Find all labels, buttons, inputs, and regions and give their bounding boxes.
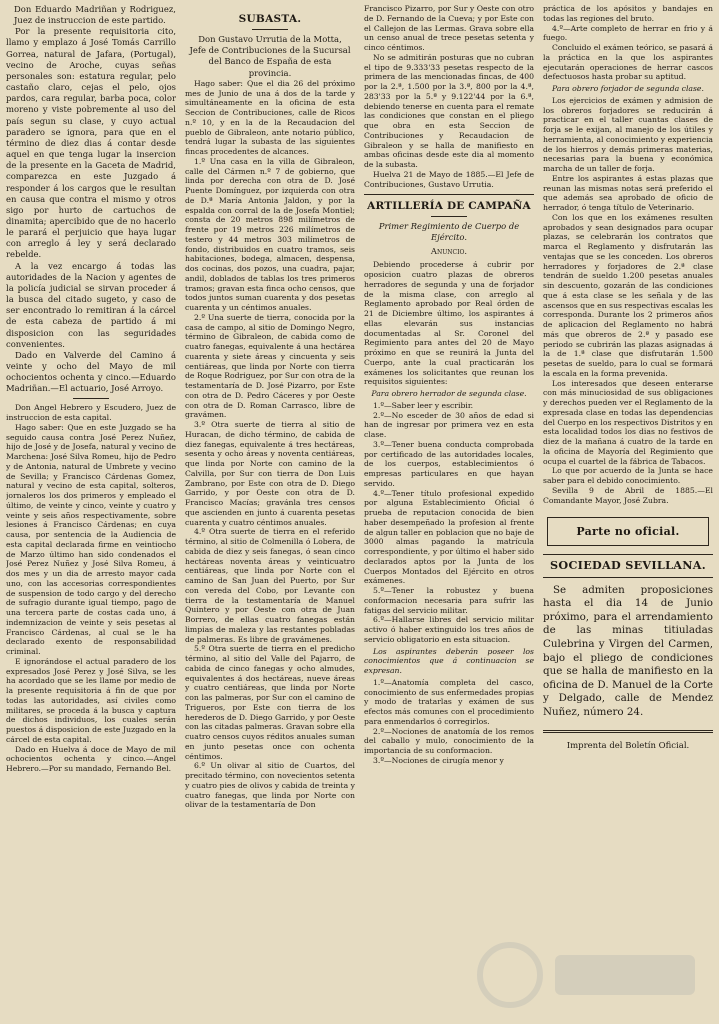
acuerdo-junta: Lo que por acuerdo de la Junta se hace saber para el debido conocimiento.	[543, 466, 713, 485]
requisito-2: 2.º—No esceder de 30 años de edad si han de ingresar por primera vez en esta clase.	[364, 410, 534, 440]
parte-no-oficial-heading: Parte no oficial.	[547, 517, 709, 546]
artilleria-heading: ARTILLERÍA DE CAMPAÑA	[367, 200, 531, 213]
conocimiento-4: 4.º—Arte completo de herrar en frio y á fuego.	[543, 23, 713, 43]
conocimientos-subheading: Los aspirantes deberán poseer los conocimientos que á continuacion se expresan.	[364, 646, 534, 676]
edict-1-heading: Don Eduardo Madriñan y Rodriguez, Juez de instruccion de este partido.	[14, 4, 176, 26]
finca-2: 2.º Una suerte de tierra, conocida por la casa de campo, al sitio de Domingo Negro, término de Gibraleon, de cabida como de cuatro fanegas, equivalente á una hectárea cuarenta y siete áreas y cincuenta y seis centiáreas, que linda por Norte con tierra de Roque Rodriguez, por Sur con otra de la testamentaría de D. José Pizarro, por Este con otra de D. Pedro Cáceres y por Oeste con otra de D. Roman Carrasco, libre de gravámen.	[185, 312, 355, 420]
edict-1-body-2: A la vez encargo á todas las autoridades de la Nacion y agentes de la policía judicial se sirvan proceder á la busca del citado sugeto, y caso de ser encontrado lo remitiran á la cárcel de esta cabeza de partido á mi disposicion con las seguridades convenientes.	[6, 260, 176, 349]
edict-1-body: Por la presente requisitoria cito, llamo y emplazo á José Tomás Carrillo Gorrea, natural de Jafara, (Portugal), vecino de Aroche, cuyas señas personales son: estatura regular, pelo castaño claro, cejas el pelo, ojos pardos, cara regular, barba poca, color moreno y viste pobremente al uso del país segun su clase, y cuyo actual paradero se ignora, para que en el término de diez dias á contar desde aquel en que tenga lugar la insercion de la presente en la Gaceta de Madrid, comparezca en este Juzgado á responder á los cargos que le resultan en causa que contra el mismo y otros sigo por hurto de cartuchos de dinamita; apercibido que de no hacerlo le parará el perjuicio que haya lugar con arreglo á ley y será declarado rebelde.	[6, 26, 176, 260]
artilleria-signature: Sevilla 9 de Abril de 1885.—El Comandante Mayor, José Zubra.	[543, 485, 713, 505]
column-4	[543, 4, 713, 1024]
subasta-signature: Huelva 21 de Mayo de 1885.—El Jefe de Contribuciones, Gustavo Urrutia.	[364, 169, 534, 189]
finca-6: 6.º Un olivar al sitio de Cuartos, del precitado término, con novecientos setenta y cuatro pies de olivos y cabida de treinta y cuatro fanegas, que linda por Norte con olivar de la testamentaría de Don	[185, 761, 355, 810]
divider	[543, 730, 713, 733]
edict-2-body-2: E ignorándose el actual paradero de los expresados José Perez y José Silva, se les ha acordado que se les llame por medio de la presente requisitoria á fin de que por todas las autoridades, así civiles como militares, se proceda á la busca y captura de dichos individuos, los cuales serán puestos á disposicion de este Juzgado en la cárcel de esta capital.	[6, 656, 176, 744]
finca-4: 4.º Otra suerte de tierra en el referido término, al sitio de Colmenilla ó Lobera, de cabida de diez y seis fanegas, ó sean cinco hectáreas noventa áreas y veinticuatro centiáreas, que linda por Norte con el camino de San Juan del Puerto, por Sur con vereda del Cobo, por Levante con tierra de la testamentaría de Manuel Quintero y por Oeste con otra de Juan Borrero, de ellas cuatro fanegas están limpias de maleza y las restantes pobladas de palmeras. Es libre de gravámenes.	[185, 527, 355, 644]
forjador-subheading: Para obrero forjador de segunda clase.	[552, 84, 704, 93]
finca-6-cont: Francisco Pizarro, por Sur y Oeste con otro de D. Fernando de la Cueva; y por Este con el Callejon de las Lermas. Grava sobre ella un censo anual de trece pesetas setenta y cinco céntimos.	[364, 4, 534, 52]
edict-2-signature: Dado en Huelva á doce de Mayo de mil ochocientos ochenta y cinco.—Angel Hebrero.—Por su mandado, Fernando Bel.	[6, 744, 176, 774]
subasta-official: Don Gustavo Urrutia de la Motta, Jefe de Contribuciones de la Sucursal del Banco de España de esta provincia.	[189, 34, 351, 78]
contratos: Con los que en los exámenes resulten aprobados y sean designados para ocupar plazas, se celebrarán los contratos que marca el Reglamento y disfrutarán las ventajas que se les conceden. Los obreros herradores y forjadores de 2.ª clase tendrán de sueldo 1.200 pesetas anuales sin descuento, gozarán de las condiciones que á esta clase se les señala y de las ascensos que en sus respectivas escalas les corresponda. Durante los 2 primeros años de aplicacion del Reglamento no habrá más que obreros de 2.ª y pasado ese periodo se cubrirán las plazas asignadas á la de 1.ª clase que disfrutarán 1.500 pesetas de sueldo, para lo cual se formará la escala en la forma prevenida.	[543, 212, 713, 378]
edict-2-heading: Don Angel Hebrero y Escudero, Juez de instruccion de esta capital.	[6, 403, 176, 423]
divider	[431, 216, 467, 217]
imprenta-footer: Imprenta del Boletín Oficial.	[566, 740, 690, 751]
herrador-subheading: Para obrero herrador de segunda clase.	[371, 389, 527, 399]
sociedad-sevillana-heading: SOCIEDAD SEVILLANA.	[543, 554, 713, 577]
conocimiento-2: 2.º—Nociones de anatomía de los remos del caballo y mulo, conocimiento de la importancia de su conformacion.	[364, 726, 534, 756]
subasta-heading: SUBASTA.	[238, 13, 302, 25]
column-3	[364, 4, 534, 1024]
reglamento-info: Los interesados que deseen enterarse con más minuciosidad de sus obligaciones y derechos pueden ver el Reglamento de la expresada clase en todas las dependencias del Cuerpo en los respectivos Distritos y en esta localidad todos los dias no festivos de diez de la mañana á cuatro de la tarde en la oficina de Mayoría del Regimiento que ocupa el cuartel de la fábrica de Tabacos.	[543, 378, 713, 466]
examen-practico: Concluido el exámen teórico, se pasará á la práctica en la que los aspirantes ejecutarán operaciones de herrar cascos defectuosos hasta probar su aptitud.	[543, 43, 713, 82]
forjador-examen: Los ejercicios de exámen y admision de los obreros forjadores se reducirán á practicar en el taller cuantas clases de forja se le exijan, al manejo de los útiles y herramienta, al conocimiento y experiencia de los hierros y demás primeras materias, necesarias para la buena y económica marcha de un taller de forja.	[543, 95, 713, 173]
conocimiento-1: 1.º—Anatomía completa del casco, conocimiento de sus enfermedades propias y modo de tratarlas y exámen de sus efectos más comunes con el procedimiento para enmendarlos ó corregirlos.	[364, 677, 534, 726]
subasta-conditions: No se admitirán posturas que no cubran el tipo de 9.333'33 pesetas respecto de la primera de las mencionadas fincas, de 400 por la 2.ª, 1.500 por la 3.ª, 800 por la 4.ª, 283'33 por la 5.ª y 9.122'44 por la 6.ª, debiendo tenerse en cuenta para el remate las condiciones que constan en el pliego que obra en esta Seccion de Contribuciones y Recaudacion de Gibraleon y se halla de manifiesto en ambas oficinas desde este dia al momento de la subasta.	[364, 52, 534, 169]
conocimiento-3: 3.º—Nociones de cirugía menor y	[373, 755, 504, 765]
column-2	[185, 4, 355, 1024]
finca-5: 5.º Otra suerte de tierra en el predicho término, al sitio del Valle del Pajarro, de cabida de cinco fanegas y ocho almudes, equivalentes á dos hectáreas, nueve áreas y cuatro centiáreas, que linda por Norte con las palmeras, por Sur con el camino de Trigueros, por Este con tierra de los herederos de D. Diego Garrido, y por Oeste con las citadas palmeras. Gravan sobre ella cuatro censos cuyos réditos anuales suman en junto pesetas once con ochenta céntimos.	[185, 644, 355, 761]
divider	[252, 29, 288, 30]
edict-2-body: Hago saber: Que en este Juzgado se ha seguido causa contra José Perez Nuñez, hijo de José y de Josefa, natural y vecino de Marchena: José Silva Romeu, hijo de Pedro y de Antonia, natural de Umbrete y vecino de Sevilla; y Francisco Cárdenas Gomez, natural y vecino de esta capital, solteros, jornaleros los dos primeros y empleado el último, de veinte y cinco, veinte y cuatro y veinte y seis años respectivamente, sobre lesiones á Francisco Cárdenas; en cuya causa, por sentencia de la Audiencia de esta capital declarada firme en veintiocho de Marzo último han sido condenados el José Perez Nuñez y José Silva Romeu, á dos mes y un dia de arresto mayor cada uno, con las accesorias correspondientes de suspension de todo cargo y del derecho de sufragio durante igual tiempo, pago de una tercera parte de costas cada uno, á indemnizacion de veinte y seis pesetas al Francisco Cárdenas, al cual se le ha declarado exento de responsabilidad criminal.	[6, 422, 176, 657]
edict-1-signature: Dado en Valverde del Camino á veinte y ocho del Mayo de mil ochocientos ochenta y cinco.—Eduardo Madriñan.—El actuario, José Arroyo.	[6, 349, 176, 394]
subasta-intro: Hago saber: Que el dia 26 del próximo mes de Junio de una á dos de la tarde y simultáneamente en la oficina de esta Seccion de Contribuciones, calle de Ricos n.º 10, y en la de la Recaudacion del pueblo de Gibraleon, ante notario público, tendrá lugar la subasta de las siguientes fincas procedentes de alcances.	[185, 78, 355, 157]
preferencia: Entre los aspirantes á estas plazas que reunan las mismas notas será preferido el que además sea aprobado de oficio de herrador, ó tenga título de Veterinario.	[543, 173, 713, 212]
divider	[73, 398, 109, 399]
finca-3: 3.º Otra suerte de tierra al sitio de Huracan, de dicho término, de cabida de diez fanegas, equivalente á tres hectáreas, sesenta y ocho áreas y noventa centiáreas, que linda por Norte con camino de la Calvilla, por Sur con tierra de Don Luis Zambrano, por Este con otra de D. Diego Garrido, y por Oeste con otra de D. Francisco Macías; gravánla tres censos que ascienden en junto á cuarenta pesetas cuarenta y cuatro céntimos anuales.	[185, 420, 355, 527]
regimiento-subheading: Primer Regimiento de Cuerpo de Ejército.	[378, 221, 520, 243]
requisito-3: 3.º—Tener buena conducta comprobada por certificado de las autoridades locales, de los cuerpos, establecimientos ó empresas particulares en que hayan servido.	[364, 439, 534, 488]
requisito-1: 1.º—Saber leer y escribir.	[373, 400, 474, 410]
requisito-6: 6.º—Hallarse libres del servicio militar activo ó haber extinguido los tres años de servicio obligatorio en esta situacion.	[364, 615, 534, 644]
divider	[364, 194, 534, 195]
requisito-4: 4.º—Tener título profesional expedido por alguna Establecimiento Oficial ó prueba de reputacion conocida de bien haber desempeñado la profesion al frente de algun taller en poblacion que no baje de 3000 almas pagando la matrícula correspondiente, y por último el haber sido declarados aptos por la Junta de los Cuerpos Montados del Ejército en otros exámenes.	[364, 488, 534, 586]
sociedad-ad-text: Se admiten proposiciones hasta el dia 14 de Junio próximo, para el arrendamiento de las minas titiuladas Culebrina y Virgen del Carmen, bajo el pliego de condiciones que se halla de manifiesto en la oficina de D. Manuel de la Corte y Delgado, calle de Mendez Nuñez, número 24.	[543, 583, 713, 718]
anuncio-subheading: Anuncio.	[430, 246, 468, 257]
column-1	[6, 4, 176, 1024]
artilleria-intro: Debiendo procederse á cubrir por oposicion cuatro plazas de obreros herradores de segunda y una de forjador de la misma clase, con arreglo al Reglamento aprobado por Real órden de 21 de Diciembre último, los aspirantes á ellas elevarán sus instancias documentadas al Sr. Coronel del Regimiento para antes del 20 de Mayo próximo en que se reunirá la Junta del Cuerpo, ante la cual practicarán los exámenes los solicitantes que reunan los requisitos siguientes:	[364, 260, 534, 387]
requisito-5: 5.º—Tener la robustez y buena conformacion necesaria para sufrir las fatigas del servicio militar.	[364, 586, 534, 615]
conocimiento-3-cont: práctica de los apósitos y bandajes en todas las regiones del bruto.	[543, 4, 713, 23]
finca-1: 1.º Una casa en la villa de Gibraleon, calle del Cármen n.º 7 de gobierno, que linda por derecha con otra de D. José Puente Domínguez, por izquierda con otra de D.ª María Antonia Jaldon, y por la espalda con corral de la de Josefa Montiel; consta de 20 metros 898 milímetros de frente por 19 metros 226 milímetros de testero y 44 metros 303 milímetros de fondo, distribuidos en cuatro tramos, seis habitaciones, bodega, almacen, despensa, dos cocinas, dos pozos, una cuadra, pajar, andil, doblados de tablas los tres primeros tramos; gravan esta finca ocho censos, que todos juntos suman cuarenta y dos pesetas cuarenta y un céntimos anuales.	[185, 156, 355, 313]
